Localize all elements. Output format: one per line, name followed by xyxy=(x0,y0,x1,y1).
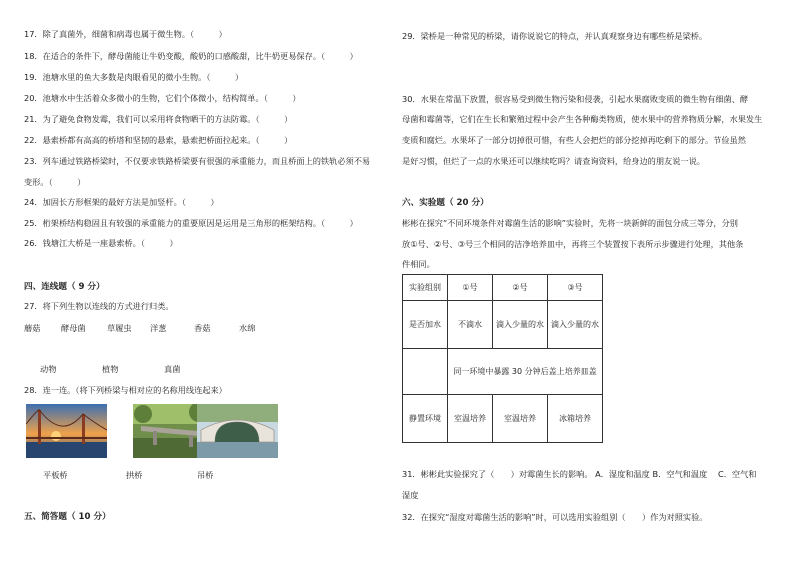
organism-2: 酵母菌 xyxy=(61,323,86,333)
section-4-heading: 四、连线题（ 9 分） xyxy=(24,282,105,292)
table-cell-env-2: 室温培养 xyxy=(493,395,548,443)
question-30-line3: 变质和腐烂。水果坏了一部分切掉很可惜，有些人会把烂的部分挖掉再吃剩下的部分。节俭虽然 xyxy=(402,135,746,145)
experiment-intro-line2: 放①号、②号、③号三个相同的洁净培养皿中，再将三个装置按下表所示步骤进行处理，其他条 xyxy=(402,239,744,249)
table-header-group: 实验组别 xyxy=(403,275,448,301)
question-20: 20．池塘水中生活着众多微小的生物，它们个体微小，结构简单。（ ） xyxy=(24,93,301,103)
table-header-1: ①号 xyxy=(448,275,493,301)
left-column xyxy=(24,0,380,561)
question-29: 29．梁桥是一种常见的桥梁，请你说说它的特点，并认真观察身边有哪些桥是梁桥。 xyxy=(402,31,708,41)
section-5-heading: 五、简答题（ 10 分） xyxy=(24,512,111,522)
question-31-line2: 湿度 xyxy=(402,490,419,500)
table-cell-water-2: 滴入少量的水 xyxy=(493,301,548,349)
table-header-3: ③号 xyxy=(548,275,603,301)
table-header-2: ②号 xyxy=(493,275,548,301)
arch-bridge-photo xyxy=(197,404,278,458)
bridge-name-3: 吊桥 xyxy=(197,470,214,480)
category-plant: 植物 xyxy=(102,364,119,374)
question-30-line2: 母菌和霉菌等，它们在生长和繁殖过程中会产生各种酶类物质，使水果中的营养物质分解，水果发生 xyxy=(402,114,763,124)
table-cell-env-3: 冰箱培养 xyxy=(548,395,603,443)
suspension-bridge-photo xyxy=(26,404,107,458)
experiment-intro-line1: 彬彬在探究“不同环境条件对霉菌生活的影响”实验时，先将一块新鲜的面包分成三等分，分别 xyxy=(402,218,738,228)
category-fungus: 真菌 xyxy=(164,364,181,374)
question-17: 17．除了真菌外，细菌和病毒也属于微生物。（ ） xyxy=(24,29,227,39)
question-19: 19．池塘水里的鱼大多数是肉眼看见的微小生物。（ ） xyxy=(24,72,244,82)
question-22: 22．悬索桥都有高高的桥塔和坚韧的悬索，悬索把桥面拉起来。（ ） xyxy=(24,135,293,145)
bridge-name-1: 平板桥 xyxy=(43,470,68,480)
question-18: 18．在适合的条件下，酵母菌能让牛奶变酸，酸奶的口感酸甜，比牛奶更易保存。（ ） xyxy=(24,51,358,61)
organism-4: 洋葱 xyxy=(150,323,167,333)
experiment-intro-line3: 件相同。 xyxy=(402,259,435,269)
question-31-line1: 31．彬彬此实验探究了（ ）对霉菌生长的影响。 A．湿度和温度 B．空气和温度 C．空气和 xyxy=(402,469,757,479)
table-row-exposure-blank xyxy=(403,349,448,395)
question-24: 24．加固长方形框架的最好方法是加竖杆。（ ） xyxy=(24,197,219,207)
question-25: 25．桁架桥结构稳固且有较强的承重能力的重要原因是运用是三角形的框架结构。（ ） xyxy=(24,218,358,228)
question-21: 21．为了避免食物发霉，我们可以采用将食物晒干的方法防霉。（ ） xyxy=(24,114,293,124)
question-30-line1: 30．水果在常温下放置，很容易受到微生物污染和侵袭，引起水果腐败变质的微生物有细菌、酵 xyxy=(402,94,749,104)
question-26: 26．钱塘江大桥是一座悬索桥。（ ） xyxy=(24,238,178,248)
table-cell-exposure: 同一环境中暴露 30 分钟后盖上培养皿盖 xyxy=(448,349,603,395)
category-animal: 动物 xyxy=(40,364,57,374)
question-23-line1: 23．列车通过铁路桥梁时，不仅要求铁路桥梁要有很强的承重能力，而且桥面上的铁轨必须不易 xyxy=(24,156,371,166)
organism-3: 草履虫 xyxy=(107,323,132,333)
table-row-water-label: 是否加水 xyxy=(403,301,448,349)
table-cell-water-1: 不滴水 xyxy=(448,301,493,349)
organism-6: 水绵 xyxy=(239,323,256,333)
experiment-table xyxy=(402,274,603,443)
table-cell-water-3: 滴入少量的水 xyxy=(548,301,603,349)
table-row-environment-label: 静置环境 xyxy=(403,395,448,443)
organism-5: 香菇 xyxy=(194,323,211,333)
table-cell-env-1: 室温培养 xyxy=(448,395,493,443)
question-23-line2: 变形。（ ） xyxy=(24,177,86,187)
section-6-heading: 六、实验题（ 20 分） xyxy=(402,198,489,208)
question-30-line4: 是好习惯，但烂了一点的水果还可以继续吃吗？请查询资料，给身边的朋友说一说。 xyxy=(402,156,705,166)
bridge-name-2: 拱桥 xyxy=(126,470,143,480)
organism-1: 蘑菇 xyxy=(24,323,41,333)
question-27: 27．将下列生物以连线的方式进行归类。 xyxy=(24,301,174,311)
right-column xyxy=(402,0,774,561)
question-28: 28．连一连。（将下列桥梁与相对应的名称用线连起来） xyxy=(24,385,227,395)
question-32: 32．在探究“湿度对霉菌生活的影响”时，可以选用实验组别（ ）作为对照实验。 xyxy=(402,512,708,522)
